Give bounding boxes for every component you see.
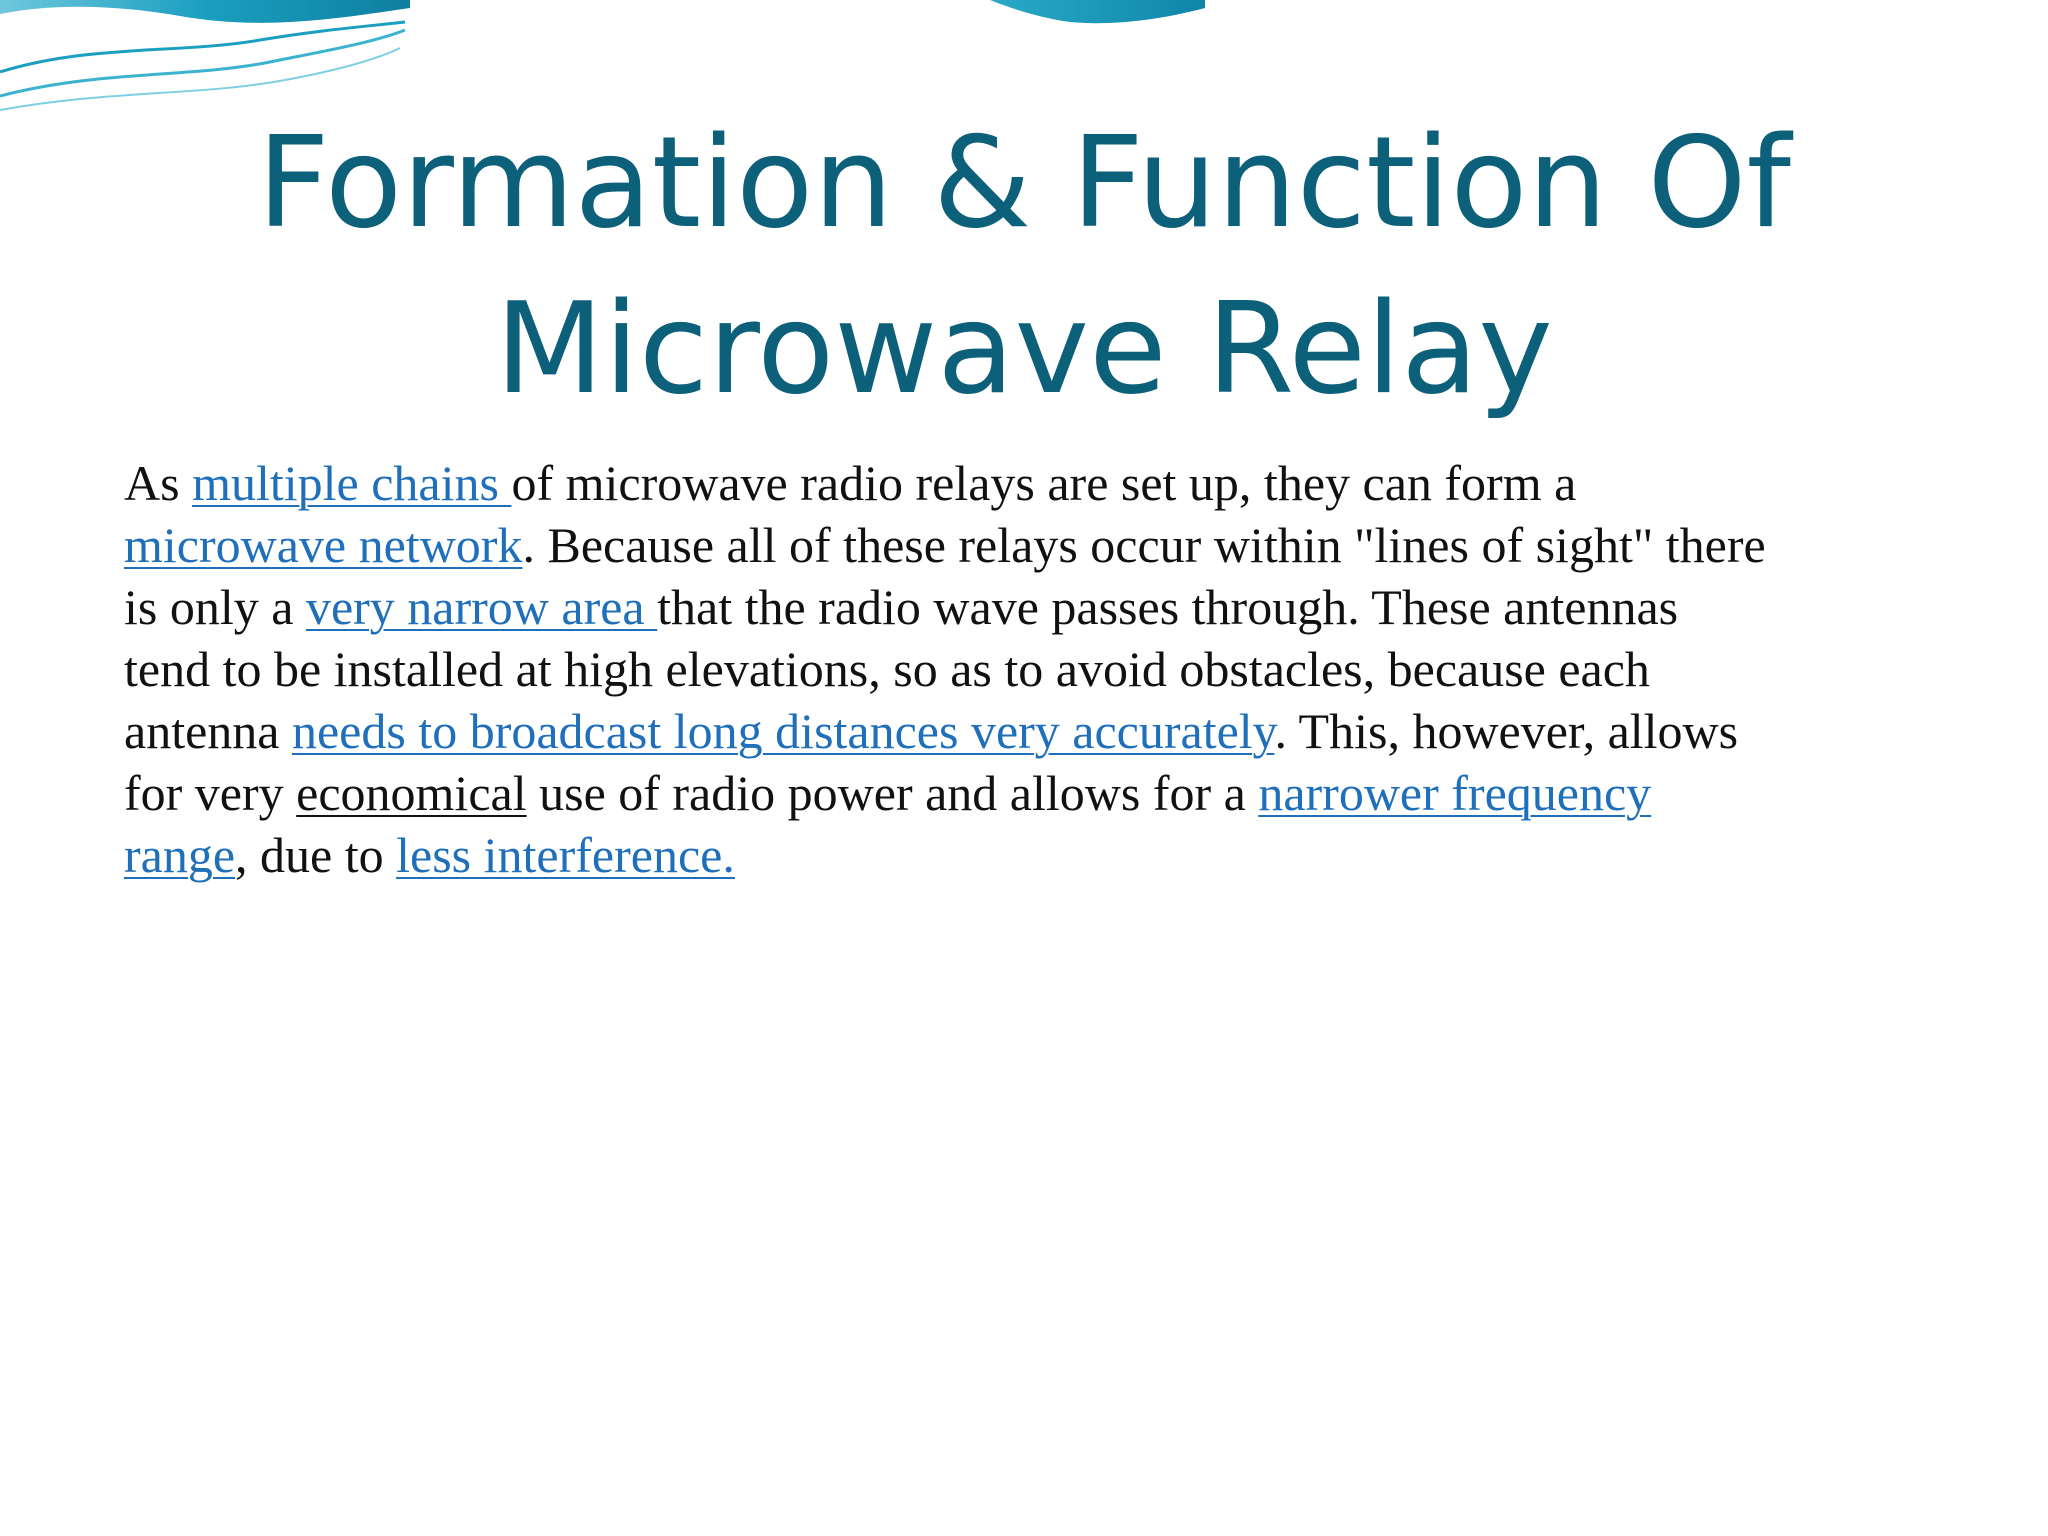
- text-segment: that the radio wave passes through. These antennas: [657, 579, 1679, 635]
- text-segment: is only a: [124, 579, 306, 635]
- slide-title-line-2: Microwave Relay: [495, 275, 1553, 422]
- link-very-narrow-area[interactable]: very narrow area: [305, 579, 658, 635]
- wave-band-left: [0, 0, 410, 23]
- text-segment: , due to: [235, 827, 397, 883]
- wave-line-2: [0, 30, 405, 96]
- text-segment: of microwave radio relays are set up, they can form a: [511, 455, 1577, 511]
- link-less-interference[interactable]: less interference.: [396, 827, 735, 883]
- link-broadcast-long-distances[interactable]: needs to broadcast long distances very accurately: [291, 703, 1275, 759]
- slide-title-line-1: Formation & Function Of: [257, 109, 1791, 256]
- text-segment: tend to be installed at high elevations, so as to avoid obstacles, because each: [124, 641, 1650, 697]
- text-segment: for very: [124, 765, 297, 821]
- text-segment: . This, however, allows: [1274, 703, 1739, 759]
- text-segment: use of radio power and allows for a: [526, 765, 1259, 821]
- text-segment: antenna: [124, 703, 292, 759]
- body-paragraph: [124, 452, 1954, 886]
- link-multiple-chains[interactable]: multiple chains: [192, 455, 512, 511]
- link-microwave-network[interactable]: microwave network: [124, 517, 523, 573]
- text-segment: As: [124, 455, 193, 511]
- wave-band-center: [990, 0, 1205, 23]
- link-range[interactable]: range: [124, 827, 236, 883]
- underlined-economical: economical: [296, 765, 527, 821]
- link-narrower-frequency[interactable]: narrower frequency: [1258, 765, 1652, 821]
- slide-title: [0, 100, 2048, 432]
- text-segment: . Because all of these relays occur within "lines of sight" there: [522, 517, 1766, 573]
